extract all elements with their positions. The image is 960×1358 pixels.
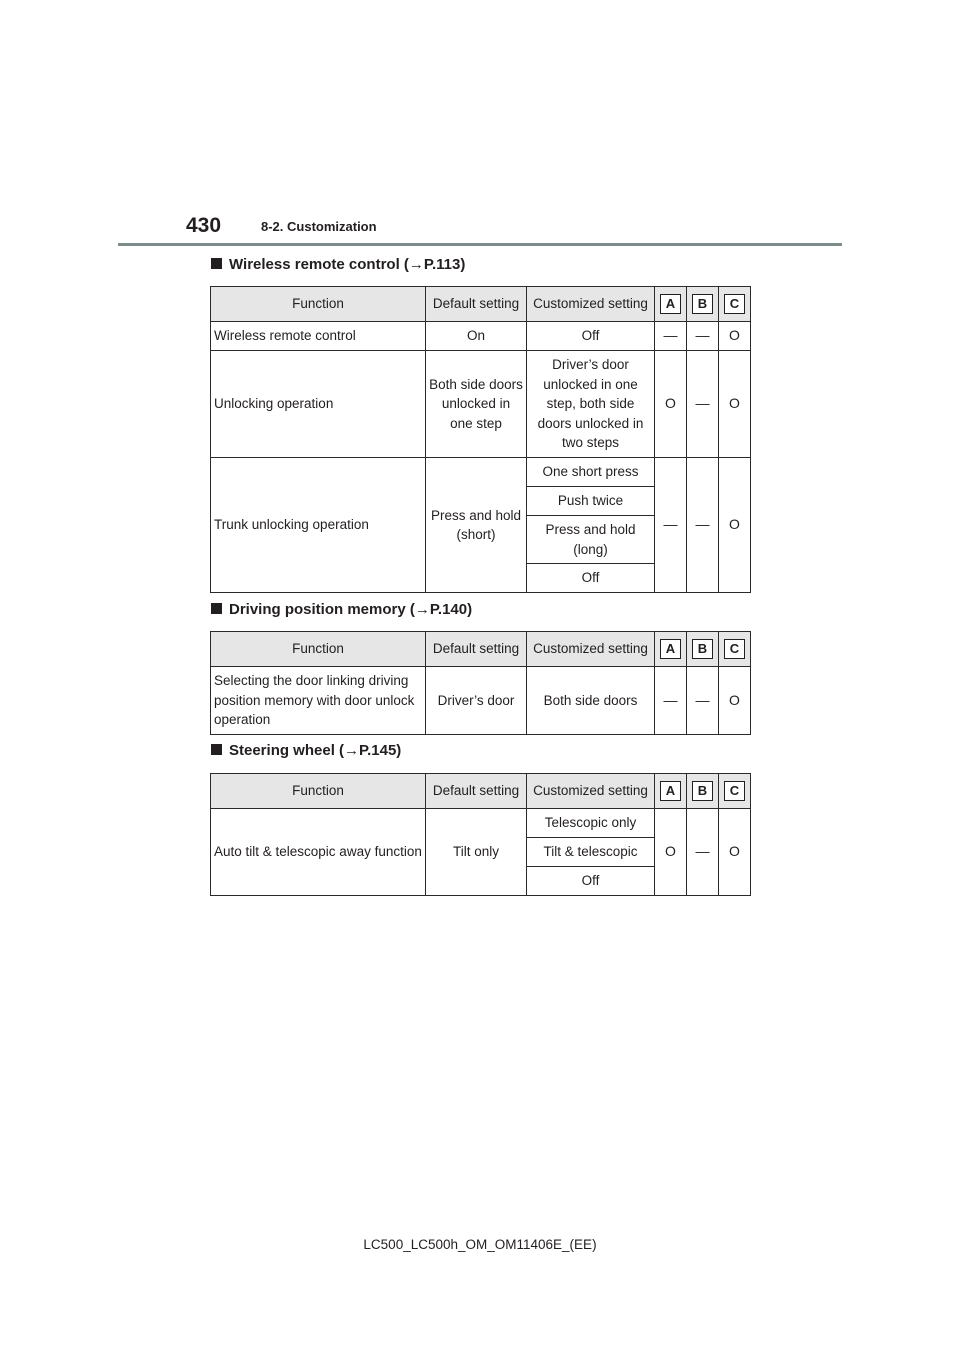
header-function: Function <box>211 632 426 667</box>
mark-c: O <box>719 458 751 593</box>
driving-position-table <box>210 631 751 735</box>
default-cell: Tilt only <box>426 809 527 896</box>
mark-a: O <box>655 809 687 896</box>
header-default: Default setting <box>426 287 527 322</box>
default-cell: On <box>426 322 527 351</box>
default-cell: Both side doors unlocked in one step <box>426 351 527 458</box>
header-rule <box>118 243 842 246</box>
mark-c: O <box>719 809 751 896</box>
header-customized: Customized setting <box>527 632 655 667</box>
bullet-square-icon <box>211 603 222 614</box>
mark-b: — <box>687 809 719 896</box>
header-c: C <box>719 632 751 667</box>
table-row <box>211 667 751 735</box>
customized-cell: Off <box>527 322 655 351</box>
header-a: A <box>655 287 687 322</box>
header-customized: Customized setting <box>527 774 655 809</box>
mark-a: — <box>655 322 687 351</box>
customized-cell: Press and hold (long) <box>527 516 655 564</box>
header-function: Function <box>211 774 426 809</box>
function-cell: Wireless remote control <box>211 322 426 351</box>
table-row <box>211 809 751 838</box>
table-row <box>211 322 751 351</box>
customized-cell: Telescopic only <box>527 809 655 838</box>
mark-b: — <box>687 351 719 458</box>
bullet-square-icon <box>211 744 222 755</box>
bullet-square-icon <box>211 258 222 269</box>
section-title-driving-position: Driving position memory (→P.140) <box>211 601 472 618</box>
mark-a: — <box>655 458 687 593</box>
customized-cell: Driver’s door unlocked in one step, both side doors unlocked in two steps <box>527 351 655 458</box>
table-row <box>211 458 751 487</box>
default-cell: Press and hold (short) <box>426 458 527 593</box>
header-a: A <box>655 632 687 667</box>
mark-c: O <box>719 322 751 351</box>
customized-cell: Off <box>527 867 655 896</box>
customized-cell: Off <box>527 564 655 593</box>
page-number: 430 <box>186 214 222 237</box>
header-customized: Customized setting <box>527 287 655 322</box>
document-code: LC500_LC500h_OM_OM11406E_(EE) <box>363 1237 597 1252</box>
mark-c: O <box>719 351 751 458</box>
chapter-title: 8-2. Customization <box>261 219 377 234</box>
header-b: B <box>687 774 719 809</box>
default-cell: Driver’s door <box>426 667 527 735</box>
mark-a: — <box>655 667 687 735</box>
section-title-steering-wheel: Steering wheel (→P.145) <box>211 742 401 759</box>
header-b: B <box>687 632 719 667</box>
mark-c: O <box>719 667 751 735</box>
header-c: C <box>719 287 751 322</box>
header-default: Default setting <box>426 632 527 667</box>
table-header-row <box>211 287 751 322</box>
header-c: C <box>719 774 751 809</box>
customized-cell: Both side doors <box>527 667 655 735</box>
mark-b: — <box>687 458 719 593</box>
steering-wheel-table <box>210 773 751 896</box>
header-function: Function <box>211 287 426 322</box>
mark-a: O <box>655 351 687 458</box>
mark-b: — <box>687 322 719 351</box>
table-header-row <box>211 774 751 809</box>
wireless-remote-table <box>210 286 751 593</box>
customized-cell: Push twice <box>527 487 655 516</box>
header-a: A <box>655 774 687 809</box>
section-title-wireless-remote: Wireless remote control (→P.113) <box>211 256 465 273</box>
function-cell: Auto tilt & telescopic away function <box>211 809 426 896</box>
mark-b: — <box>687 667 719 735</box>
table-row <box>211 351 751 458</box>
function-cell: Trunk unlocking operation <box>211 458 426 593</box>
function-cell: Selecting the door linking driving position memory with door unlock operation <box>211 667 426 735</box>
customized-cell: Tilt & telescopic <box>527 838 655 867</box>
header-b: B <box>687 287 719 322</box>
customized-cell: One short press <box>527 458 655 487</box>
table-header-row <box>211 632 751 667</box>
function-cell: Unlocking operation <box>211 351 426 458</box>
header-default: Default setting <box>426 774 527 809</box>
